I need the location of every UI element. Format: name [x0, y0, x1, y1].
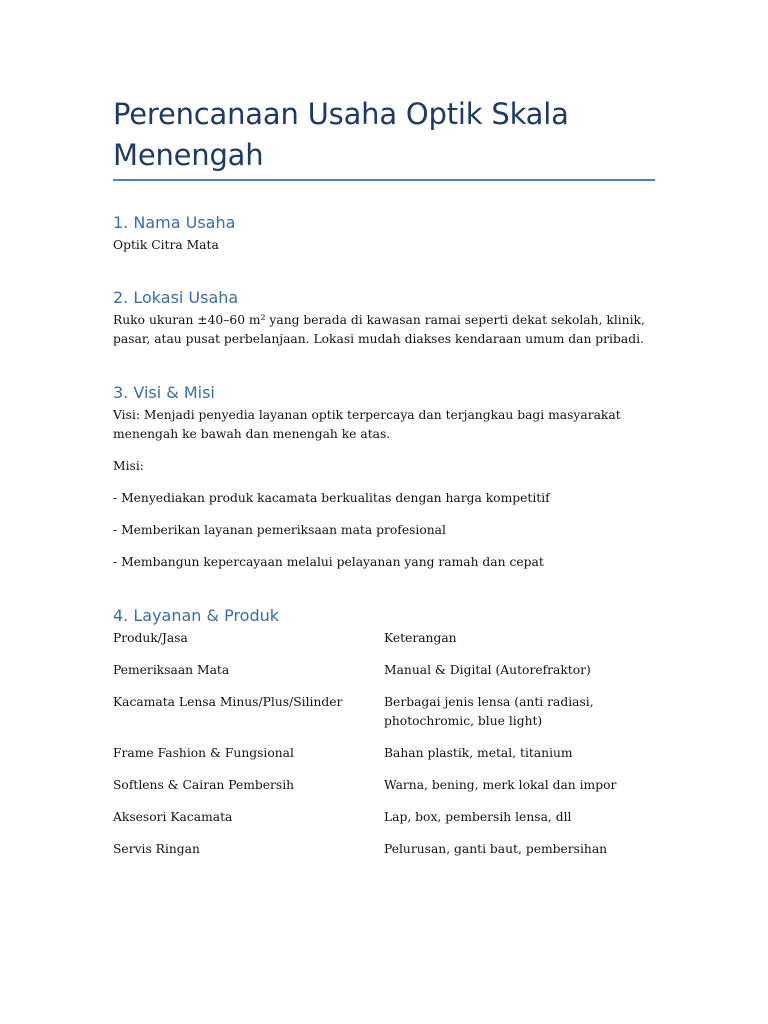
- table-cell: Bahan plastik, metal, titanium: [384, 746, 573, 760]
- section-heading: 2. Lokasi Usaha: [113, 288, 239, 307]
- section-body: Optik Citra Mata: [113, 238, 219, 252]
- section-body: Ruko ukuran ±40–60 m² yang berada di kawasan ramai seperti dekat sekolah, klinik, pasar, atau pusat perbelanjaan. Lokasi mudah diakses kendaraan umum dan pribadi.: [113, 313, 645, 346]
- column-header: Keterangan: [384, 631, 457, 645]
- table-row: [113, 808, 655, 840]
- table-cell: Pemeriksaan Mata: [113, 663, 230, 677]
- table-cell: Manual & Digital (Autorefraktor): [384, 663, 591, 677]
- table-cell: Softlens & Cairan Pembersih: [113, 778, 295, 792]
- table-row: [113, 744, 655, 776]
- table-header-row: [113, 629, 655, 661]
- table-cell: Servis Ringan: [113, 842, 200, 856]
- section-heading: 4. Layanan & Produk: [113, 606, 280, 625]
- section-nama-usaha: [113, 211, 655, 255]
- column-header: Produk/Jasa: [113, 631, 188, 645]
- misi-item: - Menyediakan produk kacamata berkualitas dengan harga kompetitif: [113, 491, 550, 505]
- section-layanan-produk: [113, 604, 655, 872]
- document-title: Perencanaan Usaha Optik Skala Menengah: [113, 97, 569, 172]
- table-row: [113, 693, 655, 744]
- section-heading: 1. Nama Usaha: [113, 213, 236, 232]
- section-visi-misi: [113, 381, 655, 572]
- section-heading: 3. Visi & Misi: [113, 383, 215, 402]
- misi-label: Misi:: [113, 459, 144, 473]
- table-cell: Kacamata Lensa Minus/Plus/Silinder: [113, 695, 343, 709]
- table-cell: Aksesori Kacamata: [113, 810, 233, 824]
- section-lokasi-usaha: [113, 286, 655, 349]
- table-row: [113, 840, 655, 872]
- table-row: [113, 776, 655, 808]
- visi-text: Visi: Menjadi penyedia layanan optik terpercaya dan terjangkau bagi masyarakat menengah ke bawah dan menengah ke atas.: [113, 408, 621, 441]
- table-cell: Pelurusan, ganti baut, pembersihan: [384, 842, 608, 856]
- title-underline: [113, 179, 655, 181]
- table-cell: Warna, bening, merk lokal dan impor: [384, 778, 617, 792]
- products-table: [113, 629, 655, 872]
- table-row: [113, 661, 655, 693]
- misi-item: - Memberikan layanan pemeriksaan mata profesional: [113, 523, 446, 537]
- table-cell: Frame Fashion & Fungsional: [113, 746, 294, 760]
- table-cell: Berbagai jenis lensa (anti radiasi, photochromic, blue light): [384, 695, 594, 728]
- table-cell: Lap, box, pembersih lensa, dll: [384, 810, 572, 824]
- misi-item: - Membangun kepercayaan melalui pelayanan yang ramah dan cepat: [113, 555, 544, 569]
